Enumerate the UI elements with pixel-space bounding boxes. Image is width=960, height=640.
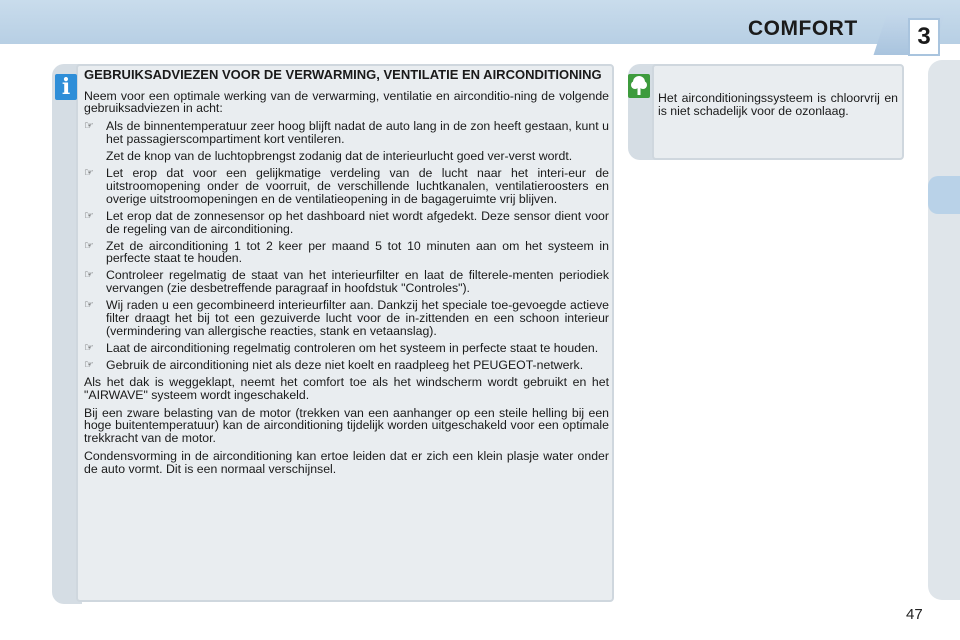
list-item: ☞ Laat de airconditioning regelmatig controleren om het systeem in perfecte staat te houden.	[84, 340, 599, 355]
pointing-hand-icon: ☞	[84, 341, 94, 354]
pointing-hand-icon: ☞	[84, 358, 94, 371]
eco-panel-text: Het airconditioningssysteem is chloorvrij en is niet schadelijk voor de ozonlaag.	[658, 91, 898, 118]
chapter-rail	[928, 60, 960, 600]
list-item: ☞ Zet de airconditioning 1 tot 2 keer per maand 5 tot 10 minuten aan om het systeem in perfecte staat te houden.	[84, 238, 609, 266]
info-panel-content	[84, 68, 609, 481]
list-item: ☞ Let erop dat voor een gelijkmatige verdeling van de lucht naar het interi-eur de uitstroomopening onder de voorruit, de verschillende luchtkanalen, ventilatieroosters en overige uitstroomopeningen en de ventilatieopening in de bagageruimte vrij blijven.	[84, 166, 609, 206]
intro-paragraph: Neem voor een optimale werking van de verwarming, ventilatie en airconditio-ning de volgende gebruiksadviezen in acht:	[84, 88, 609, 116]
list-item: ☞ Als de binnentemperatuur zeer hoog blijft nadat de auto lang in de zon heeft gestaan, kunt u het passagierscompartiment kort ventileren.	[84, 119, 609, 147]
engine-load-paragraph: Bij een zware belasting van de motor (trekken van een aanhanger op een steile helling bij een hoge buitentemperatuur) kan de airconditioning tijdelijk worden uitgeschakeld voor een optimale trekkracht van de motor.	[84, 405, 609, 446]
pointing-hand-icon: ☞	[84, 167, 94, 180]
pointing-hand-icon: ☞	[84, 269, 94, 282]
chapter-number: 3	[908, 18, 940, 56]
info-panel-heading: GEBRUIKSADVIEZEN VOOR DE VERWARMING, VENTILATIE EN AIRCONDITIONING	[84, 67, 602, 82]
pointing-hand-icon: ☞	[84, 299, 94, 312]
list-item: ☞ Wij raden u een gecombineerd interieurfilter aan. Dankzij het speciale toe-gevoegde actieve filter draagt het bij tot een gezuiverde lucht voor de in-zittenden en een schoon interieur (vermindering van allergische reacties, stank en vetaanslag).	[84, 298, 609, 338]
list-item: ☞ Controleer regelmatig de staat van het interieurfilter en laat de filterele-menten periodiek vervangen (zie desbetreffende paragraaf in hoofdstuk "Controles").	[84, 268, 609, 296]
tree-icon	[628, 74, 650, 98]
chapter-rail-active-marker	[928, 176, 960, 214]
info-icon: i	[55, 74, 77, 100]
section-title: COMFORT	[748, 17, 858, 40]
pointing-hand-icon: ☞	[84, 239, 94, 252]
pointing-hand-icon: ☞	[84, 209, 94, 222]
list-item-continuation: Zet de knop van de luchtopbrengst zodanig dat de interieurlucht goed ver-verst wordt.	[106, 149, 573, 164]
condensation-paragraph: Condensvorming in de airconditioning kan ertoe leiden dat er zich een klein plasje water onder de auto vormt. Dit is een normaal verschijnsel.	[84, 449, 609, 477]
list-item: ☞ Gebruik de airconditioning niet als deze niet koelt en raadpleeg het PEUGEOT-netwerk.	[84, 357, 584, 372]
page-number: 47	[906, 606, 923, 623]
airwave-paragraph: Als het dak is weggeklapt, neemt het comfort toe als het windscherm wordt gebruikt en het "AIRWAVE" systeem wordt ingeschakeld.	[84, 374, 609, 402]
list-item: ☞ Let erop dat de zonnesensor op het dashboard niet wordt afgedekt. Deze sensor dient voor de regeling van de airconditioning.	[84, 208, 609, 236]
pointing-hand-icon: ☞	[84, 120, 94, 133]
